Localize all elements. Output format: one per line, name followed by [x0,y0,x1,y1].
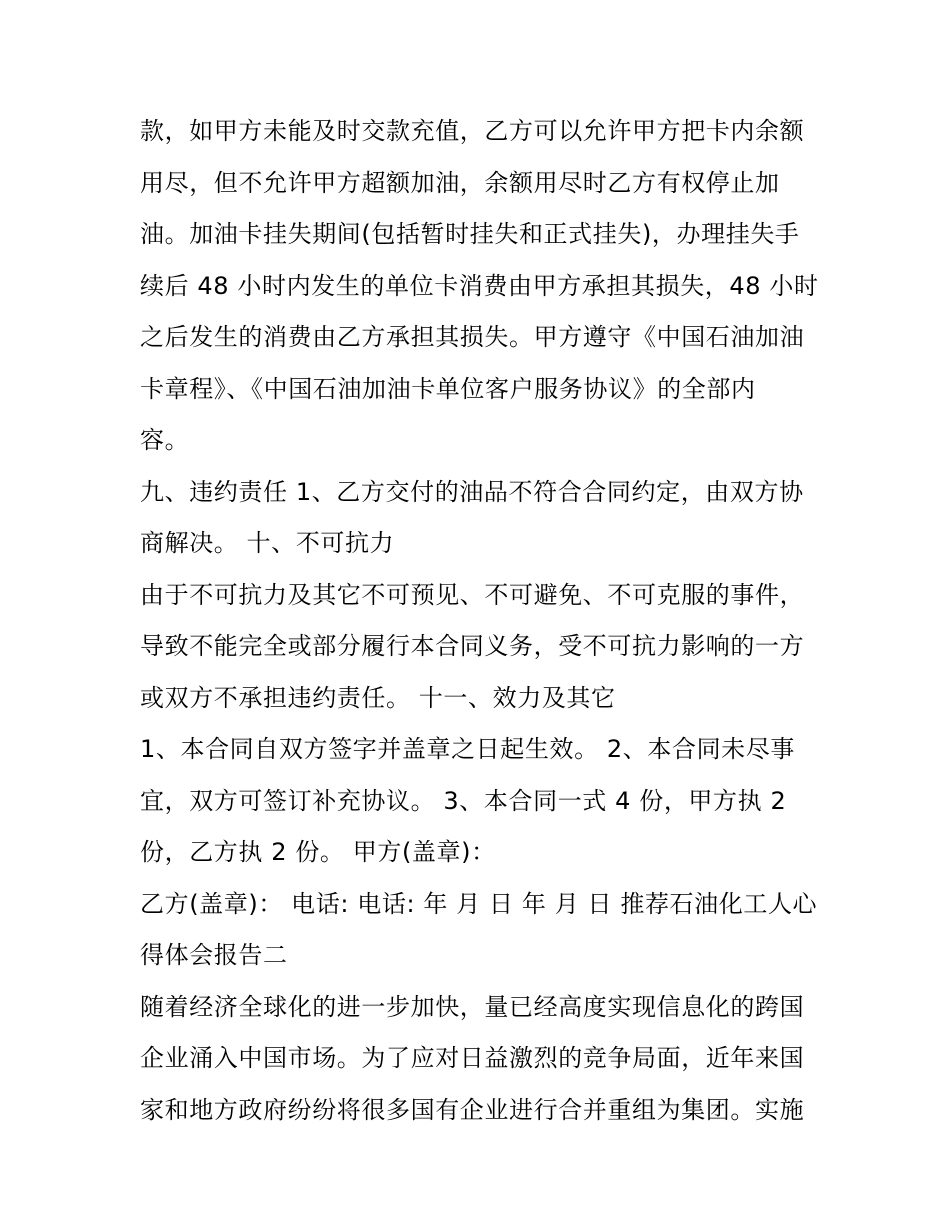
text-line: 得体会报告二 [140,941,288,969]
text-line: 九、违约责任 1、乙方交付的油品不符合合同约定，由双方协 [140,477,804,506]
text-line: 家和地方政府纷纷将很多国有企业进行合并重组为集团。实施 [140,1095,805,1124]
text-line: 容。 [140,426,190,454]
text-line: 宜，双方可签订补充协议。 3、本合同一式 4 份，甲方执 2 [140,786,787,815]
text-line: 由于不可抗力及其它不可预见、不可避免、不可克服的事件， [140,580,805,609]
text-line: 用尽，但不允许甲方超额加油，余额用尽时乙方有权停止加 [140,168,780,197]
text-line: 油。加油卡挂失期间(包括暂时挂失和正式挂失)，办理挂失手 [140,220,800,248]
body-text [140,106,830,1136]
text-line: 卡章程》、《中国石油加油卡单位客户服务协议》的全部内 [140,374,756,403]
text-line: 之后发生的消费由乙方承担其损失。甲方遵守《中国石油加油 [140,323,805,351]
text-line: 或双方不承担违约责任。 十一、效力及其它 [140,683,616,712]
text-line: 企业涌入中国市场。为了应对日益激烈的竞争局面，近年来国 [140,1044,805,1072]
text-line: 乙方(盖章)： 电话: 电话: 年 月 日 年 月 日 推荐石油化工人心 [140,889,818,918]
text-line: 续后 48 小时内发生的单位卡消费由甲方承担其损失，48 小时 [140,271,819,300]
text-line: 导致不能完全或部分履行本合同义务，受不可抗力影响的一方 [140,632,805,660]
text-line: 款，如甲方未能及时交款充值，乙方可以允许甲方把卡内余额 [140,117,805,145]
text-line: 随着经济全球化的进一步加快，量已经高度实现信息化的跨国 [140,992,805,1021]
text-line: 1、本合同自双方签字并盖章之日起生效。 2、本合同未尽事 [140,735,795,763]
text-line: 商解决。 十、不可抗力 [140,529,395,557]
text-line: 份，乙方执 2 份。 甲方(盖章)： [140,838,496,866]
